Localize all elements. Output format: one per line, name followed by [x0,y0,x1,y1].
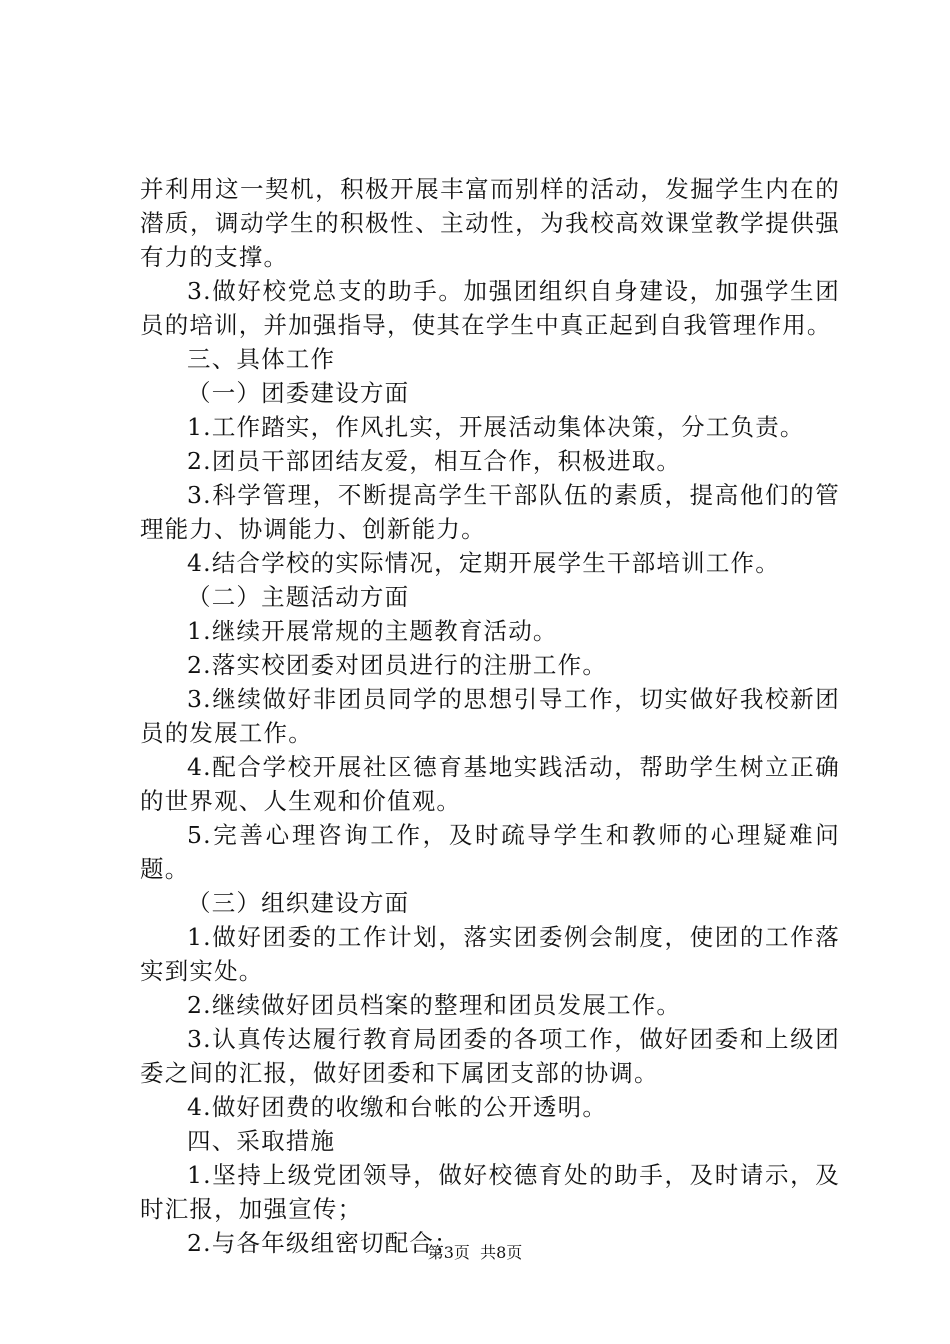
paragraph-continuation: 并利用这一契机，积极开展丰富而别样的活动，发掘学生内在的潜质，调动学生的积极性、主动性，为我校高效课堂教学提供强有力的支撑。 [140,175,840,271]
paragraph-item: 1.坚持上级党团领导，做好校德育处的助手，及时请示，及时汇报，加强宣传； [140,1161,840,1223]
paragraph-item: 2.团员干部团结友爱，相互合作，积极进取。 [187,447,682,475]
page-number-label: 第3页 共8页 [427,1243,523,1262]
page-footer [0,1242,950,1264]
paragraph-item: 2.与各年级组密切配合； [187,1229,459,1257]
paragraph-item: 2.继续做好团员档案的整理和团员发展工作。 [187,991,682,1019]
paragraph-item: 5.完善心理咨询工作，及时疏导学生和教师的心理疑难问题。 [140,821,840,883]
subsection-heading: （二）主题活动方面 [187,583,410,611]
subsection-heading: （三）组织建设方面 [187,889,410,917]
section-heading: 三、具体工作 [187,345,336,373]
paragraph-item: 4.结合学校的实际情况，定期开展学生干部培训工作。 [187,549,780,577]
paragraph-item: 2.落实校团委对团员进行的注册工作。 [187,651,608,679]
paragraph-item: 1.工作踏实，作风扎实，开展活动集体决策，分工负责。 [187,413,805,441]
document-body [140,172,840,1260]
paragraph-item: 3.科学管理，不断提高学生干部队伍的素质，提高他们的管理能力、协调能力、创新能力。 [140,481,840,543]
paragraph-item: 1.做好团委的工作计划，落实团委例会制度，使团的工作落实到实处。 [140,923,840,985]
section-heading: 四、采取措施 [187,1127,336,1155]
paragraph-item: 4.配合学校开展社区德育基地实践活动，帮助学生树立正确的世界观、人生观和价值观。 [140,753,840,815]
paragraph-item: 3.认真传达履行教育局团委的各项工作，做好团委和上级团委之间的汇报，做好团委和下属团支部的协调。 [140,1025,840,1087]
paragraph-item: 3.做好校党总支的助手。加强团组织自身建设，加强学生团员的培训，并加强指导，使其在学生中真正起到自我管理作用。 [140,277,840,339]
paragraph-item: 3.继续做好非团员同学的思想引导工作，切实做好我校新团员的发展工作。 [140,685,840,747]
paragraph-item: 4.做好团费的收缴和台帐的公开透明。 [187,1093,608,1121]
paragraph-item: 1.继续开展常规的主题教育活动。 [187,617,558,645]
subsection-heading: （一）团委建设方面 [187,379,410,407]
